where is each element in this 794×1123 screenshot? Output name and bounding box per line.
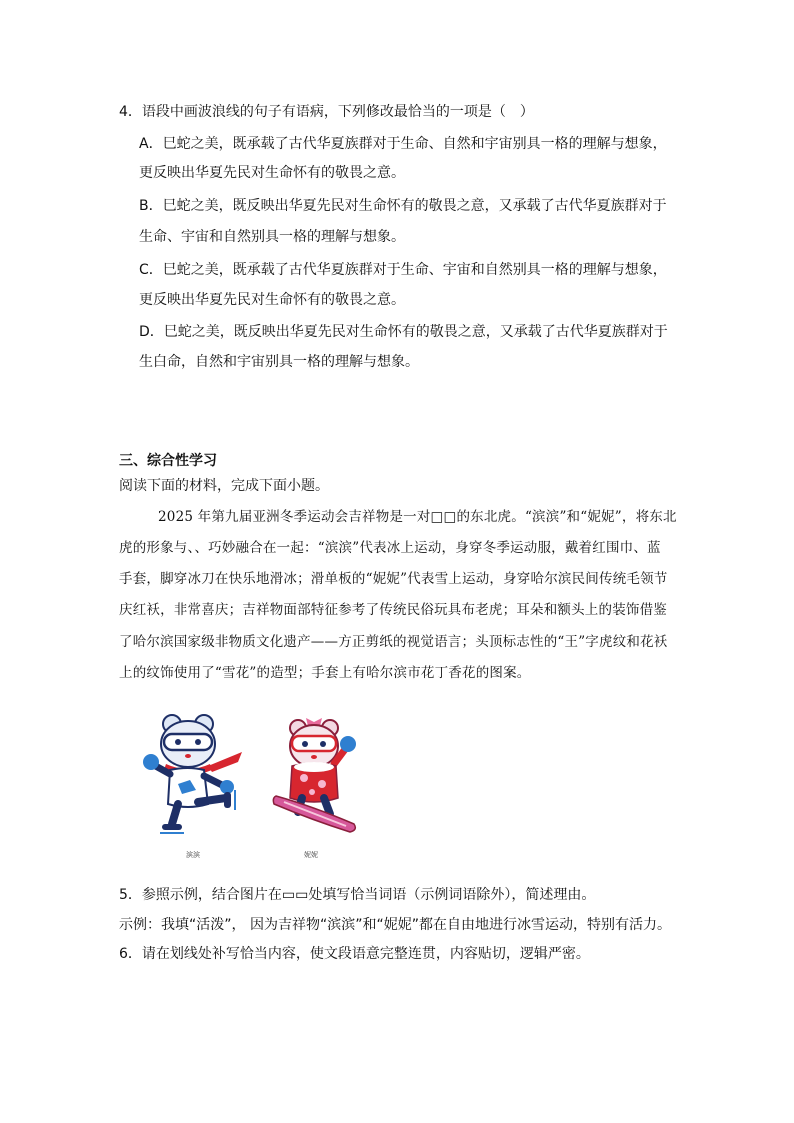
q4-option-c-line1: C．巳蛇之美，既承载了古代华夏族群对于生命、宇宙和自然别具一格的理解与想象， (139, 262, 667, 278)
section-heading: 三、综合性学习 (119, 453, 217, 469)
q4-option-a-line2: 更反映出华夏先民对生命怀有的敬畏之意。 (139, 165, 405, 181)
q4-option-b-line2: 生命、宇宙和自然别具一格的理解与想象。 (139, 229, 405, 245)
passage-line-4: 庆红袄，非常喜庆；吉祥物面部特征参考了传统民俗玩具布老虎；耳朵和额头上的装饰借鉴 (119, 602, 667, 618)
q4-option-b-line1: B．巳蛇之美，既反映出华夏先民对生命怀有的敬畏之意，又承载了古代华夏族群对于 (139, 198, 667, 214)
passage-line-1: 2025 年第九届亚洲冬季运动会吉祥物是一对□□的东北虎。“滨滨”和“妮妮”，将东北 (158, 509, 677, 525)
passage-line-6: 上的纹饰使用了“雪花”的造型；手套上有哈尔滨市花丁香花的图案。 (119, 665, 531, 681)
binbin-mascot-image (138, 712, 248, 840)
q4-option-c-line2: 更反映出华夏先民对生命怀有的敬畏之意。 (139, 292, 405, 308)
q5-example: 示例：我填“活泼”， 因为吉祥物“滨滨”和“妮妮”都在自由地进行冰雪运动，特别有活力。 (119, 917, 671, 933)
nini-caption: 妮妮 (304, 851, 318, 859)
q4-option-d-line1: D．巳蛇之美，既反映出华夏先民对生命怀有的敬畏之意，又承载了古代华夏族群对于 (139, 324, 668, 340)
q4-option-a-line1: A．巳蛇之美，既承载了古代华夏族群对于生命、自然和宇宙别具一格的理解与想象， (139, 136, 667, 152)
section-intro: 阅读下面的材料，完成下面小题。 (119, 478, 329, 494)
q5-stem: 5．参照示例，结合图片在▭▭处填写恰当词语（示例词语除外），简述理由。 (119, 887, 596, 903)
q4-stem: 4．语段中画波浪线的句子有语病，下列修改最恰当的一项是（ ） (119, 104, 534, 120)
passage-line-5: 了哈尔滨国家级非物质文化遗产——方正剪纸的视觉语言；头顶标志性的“王”字虎纹和花袄 (119, 634, 668, 650)
passage-line-2: 虎的形象与、、巧妙融合在一起：“滨滨”代表冰上运动，身穿冬季运动服，戴着红围巾、蓝 (119, 540, 661, 556)
binbin-caption: 滨滨 (186, 851, 200, 859)
passage-line-3: 手套，脚穿冰刀在快乐地滑冰；滑单板的“妮妮”代表雪上运动，身穿哈尔滨民间传统毛领节 (119, 571, 668, 587)
q4-option-d-line2: 生白命，自然和宇宙别具一格的理解与想象。 (139, 354, 419, 370)
q6-stem: 6．请在划线处补写恰当内容，使文段语意完整连贯，内容贴切，逻辑严密。 (119, 946, 590, 962)
nini-mascot-image (272, 712, 358, 840)
